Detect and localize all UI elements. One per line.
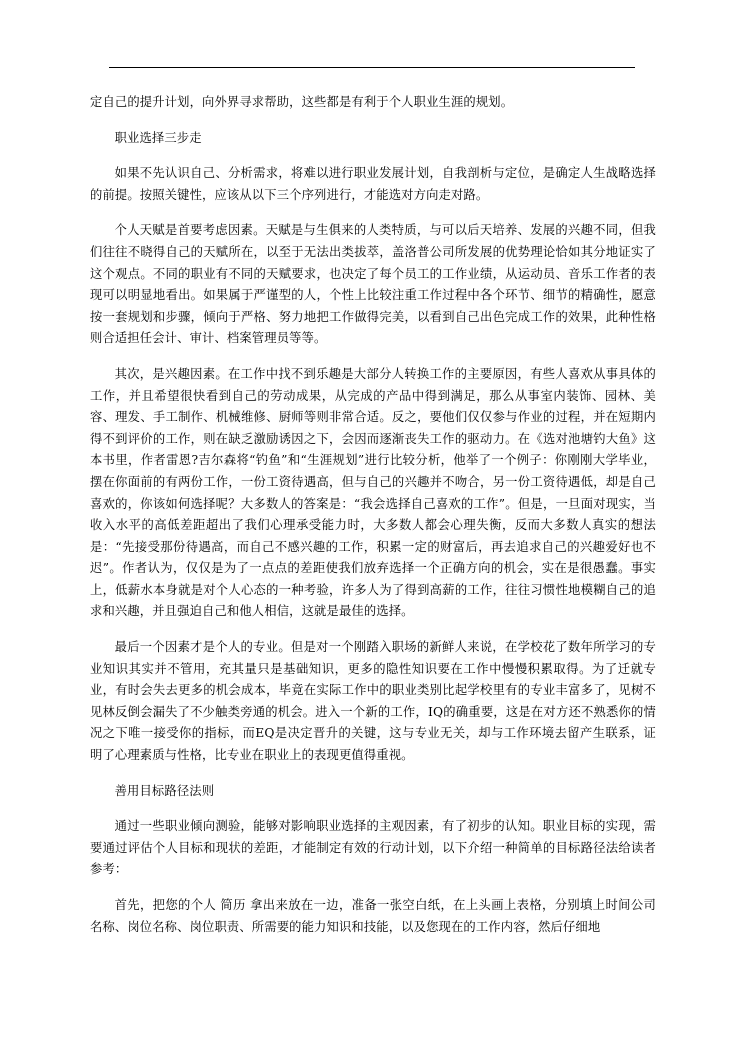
paragraph-continuation: 定自己的提升计划，向外界寻求帮助，这些都是有利于个人职业生涯的规划。	[90, 95, 514, 109]
paragraph-resume-step: 首先，把您的个人 简历 拿出来放在一边，准备一张空白纸，在上头画上表格，分别填上时间公司名称、岗位名称、岗位职责、所需要的能力知识和技能，以及您现在的工作内容，然后仔细地	[90, 898, 656, 934]
paragraph-major: 最后一个因素才是个人的专业。但是对一个刚踏入职场的新鲜人来说，在学校花了数年所学习的专业知识其实并不管用，充其量只是基础知识，更多的隐性知识要在工作中慢慢积累取得。为了迁就专业，有时会失去更多的机会成本，毕竟在实际工作中的职业类别比起学校里有的专业丰富多了，见树不见林反倒会漏失了不少触类旁通的机会。进入一个新的工作，IQ的确重要，这是在对方还不熟悉你的情况之下唯一接受你的指标，而EQ是决定晋升的关键，这与专业无关，却与工作环境去留产生联系，证明了心理素质与性格，比专业在职业上的表现更值得重视。	[90, 640, 656, 763]
header-rule	[109, 67, 635, 68]
section-heading-career-choice: 职业选择三步走	[114, 130, 202, 145]
paragraph-interest: 其次，是兴趣因素。在工作中找不到乐趣是大部分人转换工作的主要原因，有些人喜欢从事具体的工作，并且希望很快看到自己的劳动成果，从完成的产品中得到满足，那么从事室内装饰、园林、美容、理发、手工制作、机械维修、厨师等则非常合适。反之，要他们仅仅参与作业的过程，并在短期内得不到评价的工作，则在缺乏激励诱因之下，会因而逐渐丧失工作的驱动力。在《选对池塘钓大鱼》这本书里，作者雷恩?吉尔森将“钓鱼”和“生涯规划”进行比较分析，他举了一个例子：你刚刚大学毕业，摆在你面前的有两份工作，一份工资待遇高，但与自己的兴趣并不吻合，另一份工资待遇低，却是自己喜欢的，你该如何选择呢？大多数人的答案是：“我会选择自己喜欢的工作”。但是，一旦面对现实，当收入水平的高低差距超出了我们心理承受能力时，大多数人都会心理失衡，反而大多数人真实的想法是：“先接受那份待遇高，而自己不感兴趣的工作，积累一定的财富后，再去追求自己的兴趣爱好也不迟”。作者认为，仅仅是为了一点点的差距使我们放弃选择一个正确方向的机会，实在是很愚蠢。事实上，低薪水本身就是对个人心态的一种考验，许多人为了得到高薪的工作，往往习惯性地模糊自己的追求和兴趣，并且强迫自己和他人相信，这就是最佳的选择。	[90, 366, 656, 619]
paragraph-talent: 个人天赋是首要考虑因素。天赋是与生俱来的人类特质，与可以后天培养、发展的兴趣不同，但我们往往不晓得自己的天赋所在，以至于无法出类拔萃，盖洛普公司所发展的优势理论恰如其分地证实了这个观点。不同的职业有不同的天赋要求，也决定了每个员工的工作业绩，从运动员、音乐工作者的表现可以明显地看出。如果属于严谨型的人，个性上比较注重工作过程中各个环节、细节的精确性，愿意按一套规划和步骤，倾向于严格、努力地把工作做得完美，以看到自己出色完成工作的效果，此种性格则合适担任会计、审计、档案管理员等等。	[90, 223, 656, 346]
paragraph-self-analysis: 如果不先认识自己、分析需求，将难以进行职业发展计划，自我剖析与定位，是确定人生战略选择的前提。按照关键性，应该从以下三个序列进行，才能选对方向走对路。	[90, 166, 656, 202]
paragraph-career-tests: 通过一些职业倾向测验，能够对影响职业选择的主观因素，有了初步的认知。职业目标的实现，需要通过评估个人目标和现状的差距，才能制定有效的行动计划，以下介绍一种简单的目标路径法给读者参考：	[90, 819, 656, 877]
section-heading-goal-path: 善用目标路径法则	[114, 783, 215, 798]
document-body	[90, 92, 656, 938]
